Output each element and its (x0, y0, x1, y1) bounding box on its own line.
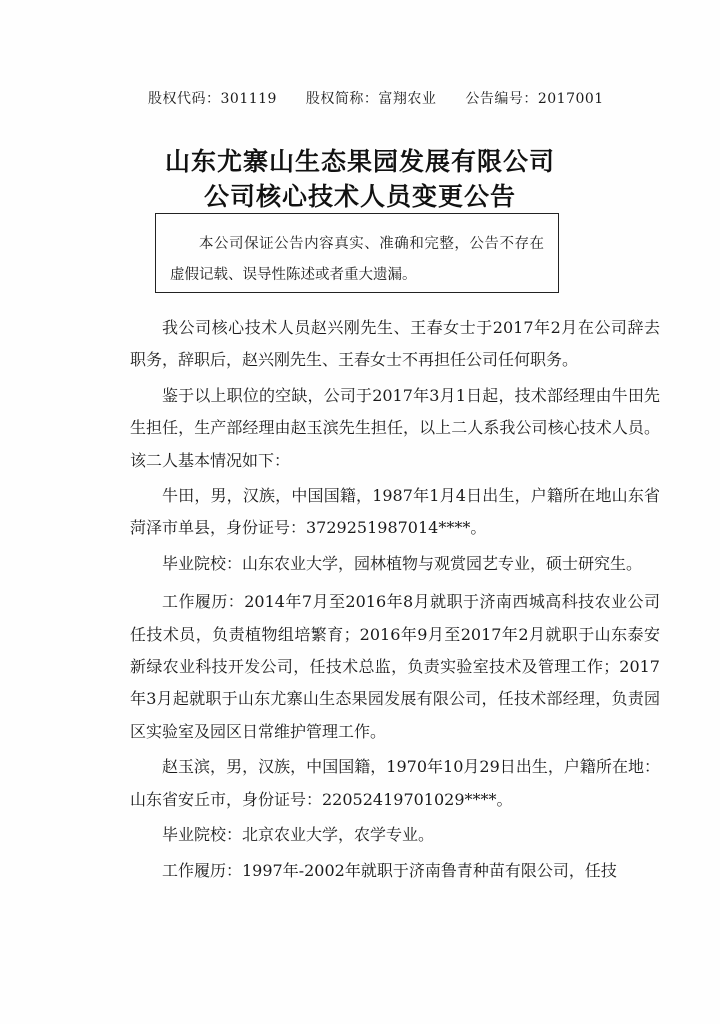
announcement-body (130, 312, 660, 890)
notice-number: 公告编号：2017001 (465, 91, 604, 107)
paragraph-niutian-career: 工作履历：2014年7月至2016年8月就职于济南西城高科技农业公司任技术员，负责植物组培繁育；2016年9月至2017年2月就职于山东泰安新绿农业科技开发公司，任技术总监，负责实验室技术及管理工作；2017年3月起就职于山东尤寨山生态果园发展有限公司，任技术部经理，负责园区实验室及园区日常维护管理工作。 (130, 592, 660, 741)
announcement-title: 公司核心技术人员变更公告 (203, 182, 516, 211)
paragraph-appointment: 鉴于以上职位的空缺，公司于2017年3月1日起，技术部经理由牛田先生担任，生产部经理由赵玉滨先生担任，以上二人系我公司核心技术人员。该二人基本情况如下： (130, 385, 660, 470)
announcement-meta (148, 88, 628, 108)
stock-code: 股权代码：301119 (148, 91, 277, 107)
paragraph-zhaoyubin-career: 工作履历：1997年-2002年就职于济南鲁青种苗有限公司，任技 (162, 860, 617, 880)
paragraph-zhaoyubin-basic: 赵玉滨，男，汉族，中国国籍，1970年10月29日出生，户籍所在地：山东省安丘市，身份证号：22052419701029****。 (130, 757, 660, 809)
paragraph-niutian-education: 毕业院校：山东农业大学，园林植物与观赏园艺专业，硕士研究生。 (162, 553, 643, 573)
company-title: 山东尤寨山生态果园发展有限公司 (164, 147, 555, 176)
disclaimer-box: 本公司保证公告内容真实、准确和完整，公告不存在虚假记载、误导性陈述或者重大遗漏。 (155, 213, 559, 293)
stock-abbreviation: 股权简称：富翔农业 (305, 91, 437, 107)
paragraph-niutian-basic: 牛田，男，汉族，中国国籍，1987年1月4日出生，户籍所在地山东省菏泽市单县，身份证号：3729251987014****。 (130, 486, 660, 538)
paragraph-resignation: 我公司核心技术人员赵兴刚先生、王春女士于2017年2月在公司辞去职务，辞职后，赵兴刚先生、王春女士不再担任公司任何职务。 (130, 318, 660, 370)
paragraph-zhaoyubin-education: 毕业院校：北京农业大学，农学专业。 (162, 825, 435, 845)
